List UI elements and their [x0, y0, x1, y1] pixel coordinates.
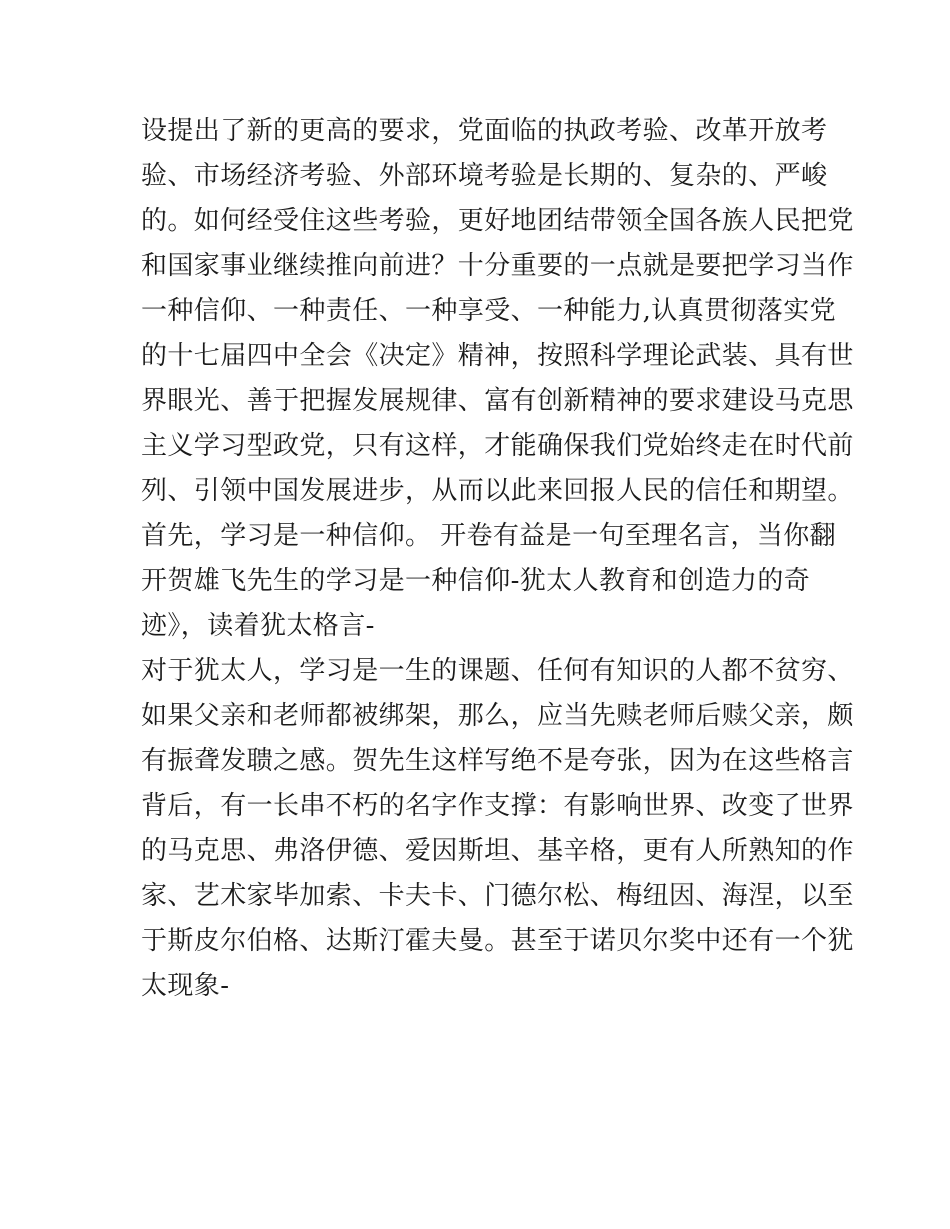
body-text: [141, 109, 854, 1009]
text-line: 一种信仰、一种责任、一种享受、一种能力,认真贯彻落实党: [141, 296, 837, 326]
text-line: 主义学习型政党，只有这样，才能确保我们党始终走在时代前: [141, 431, 854, 461]
text-line: 首先，学习是一种信仰。 开卷有益是一句至理名言，当你翻: [141, 521, 837, 551]
text-line: 的。如何经受住这些考验，更好地团结带领全国各族人民把党: [141, 206, 854, 236]
text-line: 列、引领中国发展进步，从而以此来回报人民的信任和期望。: [141, 476, 854, 506]
text-line: 迹》，读着犹太格言-: [141, 611, 375, 641]
text-line: 如果父亲和老师都被绑架，那么，应当先赎老师后赎父亲，颇: [141, 701, 854, 731]
text-line: 的十七届四中全会《决定》精神，按照科学理论武装、具有世: [141, 341, 854, 371]
text-line: 太现象-: [141, 971, 230, 1001]
text-line: 设提出了新的更高的要求，党面临的执政考验、改革开放考: [141, 116, 828, 146]
text-line: 有振聋发聩之感。贺先生这样写绝不是夸张，因为在这些格言: [141, 746, 854, 776]
text-line: 开贺雄飞先生的学习是一种信仰-犹太人教育和创造力的奇: [141, 566, 811, 596]
text-line: 背后，有一长串不朽的名字作支撑：有影响世界、改变了世界: [141, 791, 854, 821]
text-line: 验、市场经济考验、外部环境考验是长期的、复杂的、严峻: [141, 161, 828, 191]
text-line: 对于犹太人，学习是一生的课题、任何有知识的人都不贫穷、: [141, 656, 854, 686]
text-line: 界眼光、善于把握发展规律、富有创新精神的要求建设马克思: [141, 386, 854, 416]
text-line: 的马克思、弗洛伊德、爱因斯坦、基辛格，更有人所熟知的作: [141, 836, 854, 866]
text-line: 和国家事业继续推向前进？十分重要的一点就是要把学习当作: [141, 251, 854, 281]
text-line: 于斯皮尔伯格、达斯汀霍夫曼。甚至于诺贝尔奖中还有一个犹: [141, 926, 854, 956]
text-line: 家、艺术家毕加索、卡夫卡、门德尔松、梅纽因、海涅，以至: [141, 881, 854, 911]
